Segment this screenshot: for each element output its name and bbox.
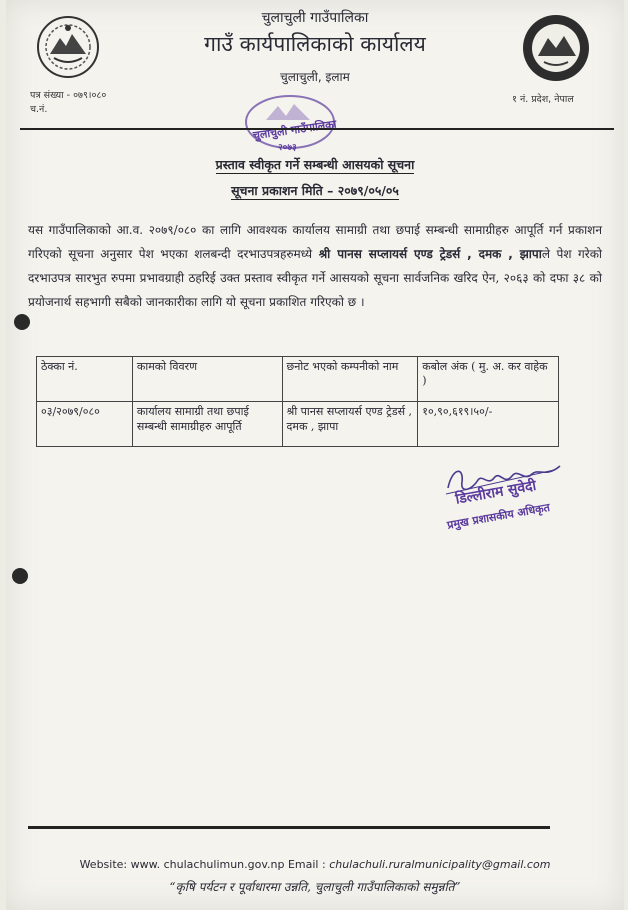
cell-bid-amount: १०,९०,६१९।५०/- <box>418 402 559 447</box>
cell-contract-no: ०३/२०७९/०८० <box>37 402 133 447</box>
dispatch-number: च.नं. <box>30 104 48 115</box>
document-page <box>6 0 624 910</box>
office-name: गाउँ कार्यपालिकाको कार्यालय <box>204 32 426 56</box>
punch-hole <box>14 314 30 330</box>
cell-work-description: कार्यालय सामाग्री तथा छपाई सम्बन्धी सामाग्रीहरु आपूर्ति <box>132 402 282 447</box>
col-work-description: कामको विवरण <box>132 357 282 402</box>
footer-contact <box>6 858 624 871</box>
tender-table <box>36 356 559 447</box>
table-row <box>37 402 559 447</box>
header-divider <box>20 128 614 130</box>
stamp-text: चुलाचुली गाउँपालिका <box>252 117 338 143</box>
notice-date-text: सूचना प्रकाशन मिति – २०७९/०५/०५ <box>231 183 399 198</box>
office-stamp <box>230 86 350 156</box>
punch-hole <box>12 568 28 584</box>
col-selected-company: छनोट भएको कम्पनीको नाम <box>282 357 418 402</box>
col-bid-amount: कबोल अंक ( मु. अ. कर वाहेक ) <box>418 357 559 402</box>
notice-date <box>6 182 624 199</box>
notice-title <box>6 156 624 173</box>
footer-divider <box>28 826 550 829</box>
notice-body-part2: ले पेश गरेको दरभाउपत्र सारभुत रुपमा प्रभावग्राही ठहरिई उक्त प्रस्ताव स्वीकृत गर्ने आसयको सूचना सार्वजनिक खरिद ऐन, २०६३ को दफा ३८ को प्रयोजनार्थ सहभागी सबैको जानकारीका लागि यो सूचना प्रकाशित गरिएको छ । <box>28 247 603 309</box>
municipality-name: चुलाचुली गाउँपालिका <box>261 10 369 26</box>
cell-selected-company: श्री पानस सप्लायर्स एण्ड ट्रेडर्स , दमक , झापा <box>282 402 418 447</box>
col-contract-no: ठेक्का नं. <box>37 357 133 402</box>
footer-slogan: “कृषि पर्यटन र पूर्वाधारमा उन्नति, चुलाचुली गाउँपालिकाको समुन्नति” <box>169 880 461 894</box>
notice-body <box>28 218 602 314</box>
notice-body-part1: यस गाउँपालिकाको आ.व. २०७९/०८० का लागि आवश्यक कार्यालय सामाग्री तथा छपाई सम्बन्धी सामाग्रीहरु आपूर्ति गर्न प्रकाशन गरिएको सूचना अनुसार पेश भएका शलबन्दी दरभाउपत्रहरुमध्ये <box>28 223 602 261</box>
email-text: chulachuli.ruralmunicipality@gmail.com <box>329 858 551 871</box>
supplier-name-bold: श्री पानस सप्लायर्स एण्ड ट्रेडर्स , दमक , झापा <box>318 247 542 261</box>
website-text: Website: www. chulachulimun.gov.np Email : <box>79 858 326 871</box>
signatory-title: प्रमुख प्रशासकीय अधिकृत <box>446 500 551 532</box>
office-location: चुलाचुली, इलाम <box>280 70 350 84</box>
table-header-row <box>37 357 559 402</box>
signatory-name: डिल्लीराम सुवेदी <box>454 477 538 508</box>
stamp-year: २०७३ <box>278 143 297 153</box>
province-label: १ नं. प्रदेश, नेपाल <box>512 94 574 105</box>
notice-title-text: प्रस्ताव स्वीकृत गर्ने सम्बन्धी आसयको सूचना <box>215 157 415 172</box>
reference-number: पत्र संख्या - ०७९।०८० <box>30 90 107 101</box>
